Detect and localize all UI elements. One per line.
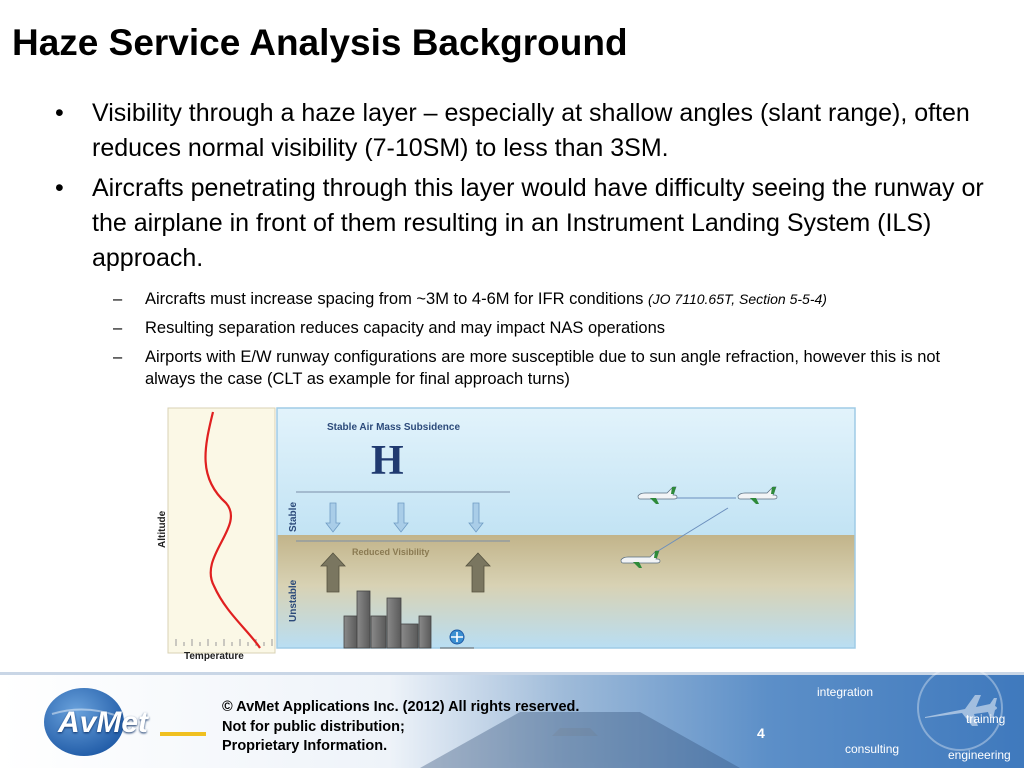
bullet-text: Visibility through a haze layer – especially at shallow angles (slant range), often reduces normal visibility (7-10SM) to less than 3SM. — [92, 99, 970, 162]
altitude-axis-label: Altitude — [157, 510, 168, 548]
page-number: 4 — [757, 725, 765, 741]
copyright-notice — [222, 698, 579, 757]
footer-word-training: training — [966, 712, 1006, 726]
unstable-layer-label: Unstable — [288, 579, 299, 622]
proprietary-line: Proprietary Information. — [222, 738, 388, 754]
temperature-panel — [168, 408, 275, 653]
footer-word-integration: integration — [817, 685, 874, 699]
footer-word-consulting: consulting — [845, 742, 900, 756]
bullet-text: Aircrafts penetrating through this layer would have difficulty seeing the runway or the airplane in front of them resulting in an Instrument Landing System (ILS) approach. — [92, 174, 984, 272]
footer-word-engineering: engineering — [948, 748, 1011, 762]
distribution-line: Not for public distribution; — [222, 718, 405, 735]
footer-top-rule — [0, 672, 1024, 675]
diagram-title: Stable Air Mass Subsidence — [327, 422, 461, 433]
stable-layer-label: Stable — [288, 501, 299, 532]
slide-title: Haze Service Analysis Background — [12, 22, 628, 63]
dash-glyph: – — [113, 319, 123, 337]
bullet-item — [55, 171, 985, 276]
dash-glyph: – — [113, 290, 123, 308]
sub-bullet-reference: (JO 7110.65T, Section 5-5-4) — [647, 291, 827, 307]
sub-bullet-text: Airports with E/W runway configurations are more susceptible due to sun angle refraction, however this is not always the case (CLT as example for final approach turns) — [145, 348, 941, 388]
high-pressure-symbol: H — [371, 438, 404, 484]
temperature-axis-label: Temperature — [184, 651, 244, 662]
sub-bullet-item — [113, 288, 993, 310]
copyright-line: © AvMet Applications Inc. (2012) All rights reserved. — [222, 699, 580, 715]
bullet-glyph: • — [55, 174, 64, 202]
haze-diagram — [157, 408, 855, 663]
sub-bullet-item — [113, 346, 993, 390]
sub-bullet-text: Resulting separation reduces capacity and may impact NAS operations — [145, 319, 666, 337]
avmet-logo-text: AvMet — [58, 706, 149, 739]
bullet-glyph: • — [55, 99, 64, 127]
sub-bullet-list — [113, 288, 993, 397]
main-bullet-list — [55, 96, 985, 281]
reduced-visibility-label: Reduced Visibility — [352, 547, 430, 557]
sub-bullet-item — [113, 317, 993, 339]
sub-bullet-text: Aircrafts must increase spacing from ~3M to 4-6M for IFR conditions — [145, 290, 648, 308]
dash-glyph: – — [113, 348, 123, 366]
bullet-item — [55, 96, 985, 166]
